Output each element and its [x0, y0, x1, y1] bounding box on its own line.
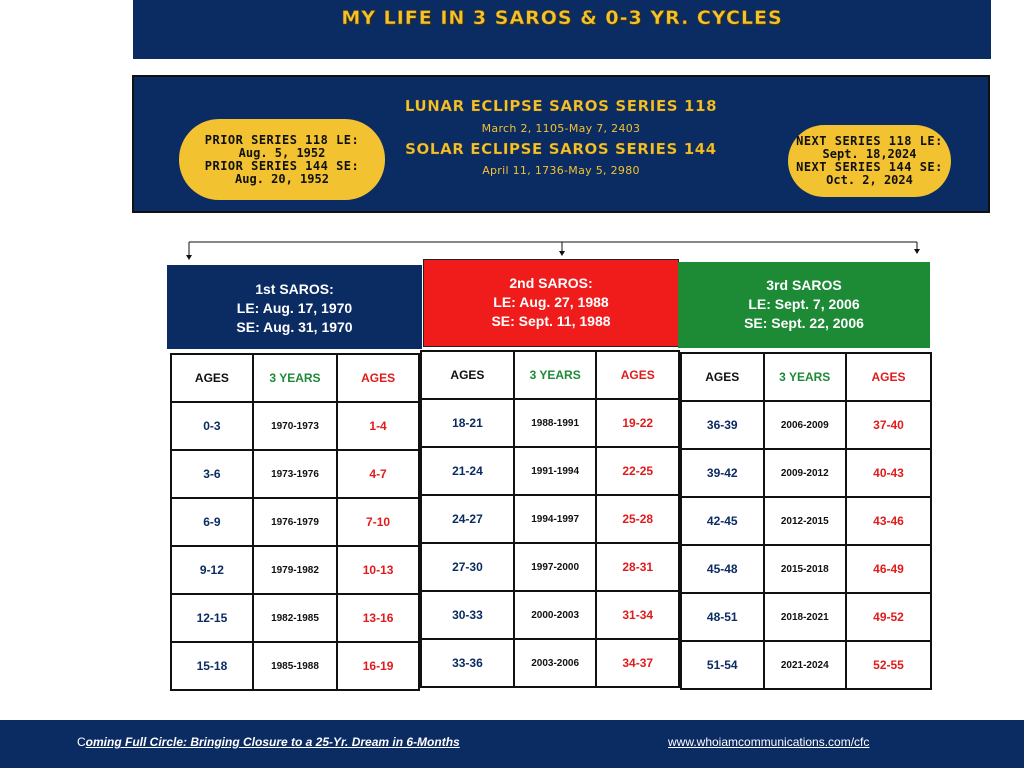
age-range-offset: 1-4 [337, 402, 419, 450]
age-range-offset: 10-13 [337, 546, 419, 594]
saros-2-le: LE: Aug. 27, 1988 [493, 294, 609, 310]
saros-1-se: SE: Aug. 31, 1970 [236, 319, 353, 335]
saros-3-se: SE: Sept. 22, 2006 [744, 315, 864, 331]
next-118-date: Sept. 18,2024 [822, 147, 917, 161]
ages-offset-header: AGES [596, 351, 679, 399]
saros-3-heading [678, 262, 930, 348]
next-144-label: NEXT SERIES 144 SE: [796, 160, 943, 174]
age-range-offset: 46-49 [846, 545, 931, 593]
table-row [681, 401, 931, 449]
year-range: 1985-1988 [253, 642, 337, 690]
year-range: 2000-2003 [514, 591, 597, 639]
saros-2-title: 2nd SAROS: [509, 275, 593, 291]
table-row [171, 498, 419, 546]
year-range: 2018-2021 [764, 593, 847, 641]
next-144-date: Oct. 2, 2024 [826, 173, 913, 187]
prior-118-date: Aug. 5, 1952 [238, 145, 326, 160]
age-range-offset: 43-46 [846, 497, 931, 545]
next-series-badge [788, 125, 951, 197]
ages-header: AGES [681, 353, 764, 401]
saros-overview-panel [132, 75, 990, 213]
year-range: 1997-2000 [514, 543, 597, 591]
saros-3-table [680, 352, 932, 690]
saros-2-table [420, 350, 680, 688]
year-range: 1982-1985 [253, 594, 337, 642]
table-row [681, 545, 931, 593]
age-range-offset: 13-16 [337, 594, 419, 642]
table-row [171, 594, 419, 642]
age-range-offset: 22-25 [596, 447, 679, 495]
age-range-offset: 40-43 [846, 449, 931, 497]
age-range-offset: 37-40 [846, 401, 931, 449]
age-range: 12-15 [171, 594, 253, 642]
footer [0, 720, 1024, 768]
saros-2-heading [423, 259, 679, 347]
book-title-link[interactable] [77, 735, 460, 749]
age-range-offset: 49-52 [846, 593, 931, 641]
table-row [421, 399, 679, 447]
table-row [421, 543, 679, 591]
age-range: 21-24 [421, 447, 514, 495]
saros-1-title: 1st SAROS: [255, 281, 334, 297]
age-range: 30-33 [421, 591, 514, 639]
year-range: 1970-1973 [253, 402, 337, 450]
saros-3-title: 3rd SAROS [766, 277, 842, 293]
age-range: 6-9 [171, 498, 253, 546]
next-118-label: NEXT SERIES 118 LE: [796, 134, 943, 148]
saros-1-heading [167, 265, 422, 349]
year-range: 2015-2018 [764, 545, 847, 593]
table-row [421, 447, 679, 495]
saros-1-le: LE: Aug. 17, 1970 [236, 300, 353, 316]
table-row [171, 450, 419, 498]
prior-144-label: PRIOR SERIES 144 SE: [204, 158, 360, 173]
ages-offset-header: AGES [846, 353, 931, 401]
table-header-row [171, 354, 419, 402]
table-row [171, 642, 419, 690]
saros-3-le: LE: Sept. 7, 2006 [748, 296, 860, 312]
age-range: 36-39 [681, 401, 764, 449]
ages-header: AGES [171, 354, 253, 402]
years-header: 3 YEARS [764, 353, 847, 401]
table-row [171, 402, 419, 450]
age-range: 18-21 [421, 399, 514, 447]
age-range: 15-18 [171, 642, 253, 690]
age-range-offset: 28-31 [596, 543, 679, 591]
page-title: MY LIFE IN 3 SAROS & 0-3 YR. CYCLES [341, 7, 783, 29]
age-range: 24-27 [421, 495, 514, 543]
age-range-offset: 4-7 [337, 450, 419, 498]
year-range: 1991-1994 [514, 447, 597, 495]
table-row [681, 497, 931, 545]
year-range: 1973-1976 [253, 450, 337, 498]
table-row [421, 495, 679, 543]
solar-series-dates: April 11, 1736-May 5, 2980 [482, 164, 640, 177]
table-row [421, 591, 679, 639]
year-range: 2003-2006 [514, 639, 597, 687]
age-range: 51-54 [681, 641, 764, 689]
footer-title-initial: C [77, 735, 86, 749]
ages-offset-header: AGES [337, 354, 419, 402]
title-bar [133, 0, 991, 59]
age-range-offset: 34-37 [596, 639, 679, 687]
table-row [171, 546, 419, 594]
year-range: 2012-2015 [764, 497, 847, 545]
solar-series-heading: SOLAR ECLIPSE SAROS SERIES 144 [405, 140, 717, 158]
age-range-offset: 25-28 [596, 495, 679, 543]
lunar-series-dates: March 2, 1105-May 7, 2403 [481, 122, 641, 135]
year-range: 1994-1997 [514, 495, 597, 543]
age-range: 42-45 [681, 497, 764, 545]
years-header: 3 YEARS [514, 351, 597, 399]
age-range: 9-12 [171, 546, 253, 594]
table-header-row [681, 353, 931, 401]
age-range: 27-30 [421, 543, 514, 591]
prior-118-label: PRIOR SERIES 118 LE: [204, 132, 360, 147]
years-header: 3 YEARS [253, 354, 337, 402]
year-range: 1988-1991 [514, 399, 597, 447]
age-range: 3-6 [171, 450, 253, 498]
age-range-offset: 16-19 [337, 642, 419, 690]
age-range: 45-48 [681, 545, 764, 593]
table-header-row [421, 351, 679, 399]
year-range: 2021-2024 [764, 641, 847, 689]
age-range: 33-36 [421, 639, 514, 687]
age-range: 0-3 [171, 402, 253, 450]
year-range: 1976-1979 [253, 498, 337, 546]
age-range: 39-42 [681, 449, 764, 497]
table-row [421, 639, 679, 687]
saros-2-se: SE: Sept. 11, 1988 [491, 313, 611, 329]
age-range-offset: 31-34 [596, 591, 679, 639]
table-row [681, 641, 931, 689]
website-link[interactable]: www.whoiamcommunications.com/cfc [668, 735, 870, 749]
age-range: 48-51 [681, 593, 764, 641]
lunar-series-heading: LUNAR ECLIPSE SAROS SERIES 118 [404, 97, 718, 115]
table-row [681, 449, 931, 497]
prior-144-date: Aug. 20, 1952 [235, 171, 329, 186]
footer-title-text: oming Full Circle: Bringing Closure to a 25-Yr. Dream in 6-Months [85, 735, 460, 749]
table-row [681, 593, 931, 641]
year-range: 1979-1982 [253, 546, 337, 594]
saros-1-table [170, 353, 420, 691]
age-range-offset: 52-55 [846, 641, 931, 689]
ages-header: AGES [421, 351, 514, 399]
age-range-offset: 19-22 [596, 399, 679, 447]
year-range: 2006-2009 [764, 401, 847, 449]
year-range: 2009-2012 [764, 449, 847, 497]
age-range-offset: 7-10 [337, 498, 419, 546]
